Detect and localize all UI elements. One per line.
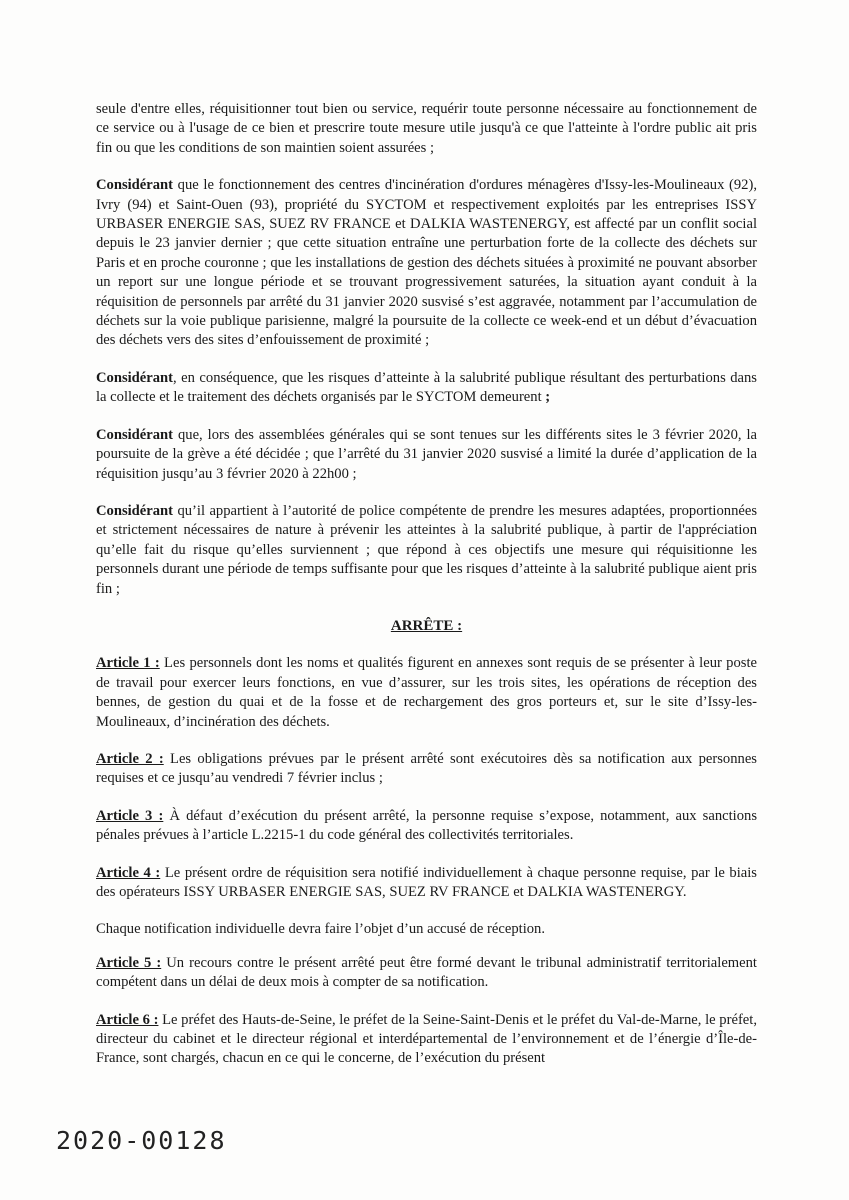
considerant-label: Considérant xyxy=(96,177,174,194)
article-6-text: Le préfet des Hauts-de-Seine, le préfet de la Seine-Saint-Denis et le préfet du Val-de-Marne, le préfet, directeur du cabinet et le directeur régional et interdépartemental de l’environnement et de l’énergie d’Île-de-France, sont chargés, chacun en ce qui le concerne, de l’exécution du présent xyxy=(96,1011,757,1067)
considerant-1 xyxy=(96,176,757,351)
considerant-4 xyxy=(96,502,757,599)
article-1 xyxy=(96,654,757,732)
article-1-text: Les personnels dont les noms et qualités figurent en annexes sont requis de se présenter à leur poste de travail pour exercer leurs fonctions, en vue d’assurer, sur les trois sites, les opérations de réception des bennes, de gestion du quai et de la fosse et de rechargement des gros porteurs et, sur le site d’Issy-les-Moulineaux, d’incinération des déchets. xyxy=(96,655,757,730)
article-6 xyxy=(96,1011,757,1069)
reference-number-stamp: 2020-00128 xyxy=(56,1126,227,1155)
article-6-label: Article 6 : xyxy=(96,1011,159,1028)
article-4-text: Le présent ordre de réquisition sera notifié individuellement à chaque personne requise, par le biais des opérateurs ISSY URBASER ENERGIE SAS, SUEZ RV FRANCE et DALKIA WASTENERGY. xyxy=(96,864,757,900)
article-5-label: Article 5 : xyxy=(96,954,162,971)
considerant-2-end: ; xyxy=(541,389,551,406)
considerant-label: Considérant xyxy=(96,502,174,519)
article-4-note-text: Chaque notification individuelle devra faire l’objet d’un accusé de réception. xyxy=(96,921,545,938)
decree-title: ARRÊTE : xyxy=(390,617,463,634)
paragraph-intro-text: seule d'entre elles, réquisitionner tout bien ou service, requérir toute personne nécessaire au fonctionnement de ce service ou à l'usage de ce bien et prescrire toute mesure utile jusqu'à ce que l'atteinte à l'ordre public ait pris fin ou que les conditions de son maintien soient assurées ; xyxy=(96,101,757,156)
article-5-text: Un recours contre le présent arrêté peut être formé devant le tribunal administratif territorialement compétent dans un délai de deux mois à compter de sa notification. xyxy=(96,954,757,991)
considerant-1-text: que le fonctionnement des centres d'incinération d'ordures ménagères d'Issy-les-Moulineaux (92), Ivry (94) et Saint-Ouen (93), propriété du SYCTOM et respectivement exploités par les entreprises ISSY URBASER ENERGIE SAS, SUEZ RV FRANCE et DALKIA WASTENERGY, est affecté par un conflit social depuis le 23 janvier dernier ; que cette situation entraîne une perturbation forte de la collecte des déchets sur Paris et en proche couronne ; que les installations de gestion des déchets situées à proximité ne pouvant absorber un report sur une longue période et se trouvant progressivement saturées, la situation ayant conduit à la réquisition de personnels par arrêté du 31 janvier 2020 susvisé s’est aggravée, notamment par l’accumulation de déchets sur la voie publique parisienne, malgré la poursuite de la collecte ce week-end et un début d’évacuation des déchets vers des sites d’enfouissement de proximité ; xyxy=(96,177,757,349)
article-2-text: Les obligations prévues par le présent arrêté sont exécutoires dès sa notification aux personnes requises et ce jusqu’au vendredi 7 février inclus ; xyxy=(96,750,757,787)
considerant-label: Considérant xyxy=(96,426,174,443)
article-4 xyxy=(96,864,757,903)
article-1-label: Article 1 : xyxy=(96,655,160,672)
article-3 xyxy=(96,807,757,846)
document-body xyxy=(96,100,757,1087)
article-2-label: Article 2 : xyxy=(96,750,164,767)
considerant-2-text: , en conséquence, que les risques d’atteinte à la salubrité publique résultant des perturbations dans la collecte et le traitement des déchets organisés par le SYCTOM demeurent xyxy=(96,369,757,406)
article-5 xyxy=(96,954,757,993)
considerant-4-text: qu’il appartient à l’autorité de police compétente de prendre les mesures adaptées, proportionnées et strictement nécessaires de nature à prévenir les atteintes à la salubrité publique, à partir de l'appréciation qu’elle fait du risque qu’elles surviennent ; que répond à ces objectifs une mesure qui réquisitionne les personnels durant une période de temps suffisante pour que les risques d’atteinte à la salubrité publique aient pris fin ; xyxy=(96,502,757,597)
considerant-3 xyxy=(96,426,757,484)
considerant-label: Considérant xyxy=(96,369,174,386)
paragraph-intro xyxy=(96,100,757,158)
article-4-note xyxy=(96,920,757,939)
considerant-3-text: que, lors des assemblées générales qui se sont tenues sur les différents sites le 3 février 2020, la poursuite de la grève a été décidée ; que l’arrêté du 31 janvier 2020 susvisé a limité la durée d’application de la réquisition jusqu’au 3 février 2020 à 22h00 ; xyxy=(96,426,757,482)
article-3-text: À défaut d’exécution du présent arrêté, la personne requise s’expose, notamment, aux sanctions pénales prévues à l’article L.2215-1 du code général des collectivités territoriales. xyxy=(96,807,757,844)
article-3-label: Article 3 : xyxy=(96,807,164,824)
article-2 xyxy=(96,750,757,789)
article-4-label: Article 4 : xyxy=(96,864,161,881)
considerant-2 xyxy=(96,369,757,408)
